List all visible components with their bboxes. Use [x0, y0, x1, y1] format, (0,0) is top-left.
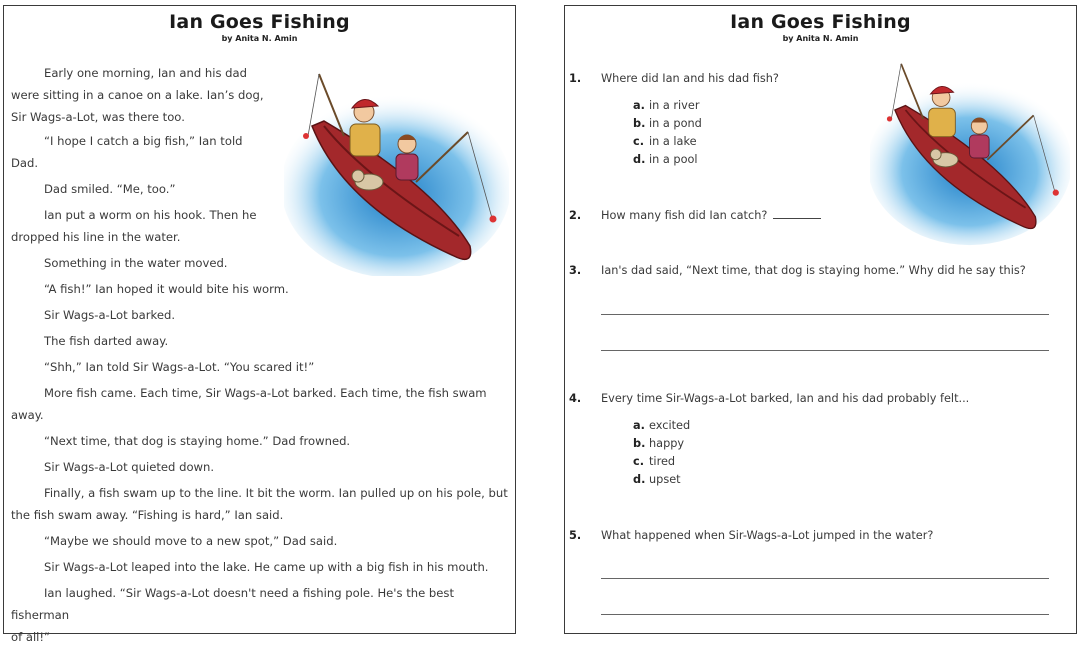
option-text: excited — [649, 419, 691, 432]
story-page — [3, 5, 516, 644]
story-line: Ian put a worm on his hook. Then he — [44, 208, 257, 222]
option-4d — [633, 473, 681, 486]
option-text: upset — [649, 473, 681, 486]
answer-line[interactable] — [601, 314, 1049, 315]
story-line: Early one morning, Ian and his dad — [44, 66, 247, 80]
story-title: Ian Goes Fishing — [169, 11, 350, 33]
question-number: 3. — [569, 264, 582, 277]
story-line: More fish came. Each time, Sir Wags-a-Lot barked. Each time, the fish swam — [44, 386, 487, 400]
answer-line[interactable] — [601, 614, 1049, 615]
option-1b — [633, 117, 702, 130]
answer-blank[interactable] — [773, 217, 821, 219]
option-text: in a river — [649, 99, 700, 112]
story-line: Sir Wags-a-Lot barked. — [44, 308, 176, 322]
story-line: Finally, a fish swam up to the line. It bit the worm. Ian pulled up on his pole, but — [44, 486, 508, 500]
story-line: “Maybe we should move to a new spot,” Dad said. — [44, 534, 338, 548]
option-1c — [633, 135, 697, 148]
question-text: How many fish did Ian catch? — [601, 209, 768, 222]
story-line: “Next time, that dog is staying home.” Dad frowned. — [44, 434, 351, 448]
option-letter: b. — [633, 117, 646, 130]
question-text: Where did Ian and his dad fish? — [601, 72, 779, 85]
answer-line[interactable] — [601, 350, 1049, 351]
option-text: tired — [649, 455, 676, 468]
story-line: Dad. — [11, 156, 39, 170]
story-line: The fish darted away. — [44, 334, 169, 348]
option-4a — [633, 419, 690, 432]
story-line: Sir Wags-a-Lot leaped into the lake. He came up with a big fish in his mouth. — [44, 560, 489, 574]
option-text: happy — [649, 437, 685, 450]
story-line: away. — [11, 408, 44, 422]
story-line: “I hope I catch a big fish,” Ian told — [44, 134, 243, 148]
option-letter: d. — [633, 153, 646, 166]
story-line: Sir Wags-a-Lot quieted down. — [44, 460, 215, 474]
question-number: 4. — [569, 392, 582, 405]
option-letter: b. — [633, 437, 646, 450]
story-line: Dad smiled. “Me, too.” — [44, 182, 176, 196]
canoe-illustration — [870, 50, 1070, 250]
option-text: in a pond — [649, 117, 702, 130]
story-line: Sir Wags-a-Lot, was there too. — [11, 110, 185, 124]
option-letter: a. — [633, 419, 645, 432]
story-line: the fish swam away. “Fishing is hard,” Ian said. — [11, 508, 284, 522]
question-number: 1. — [569, 72, 582, 85]
story-text — [11, 62, 511, 648]
question-text-wrap — [601, 209, 821, 222]
option-letter: c. — [633, 135, 644, 148]
option-1d — [633, 153, 698, 166]
story-line: Something in the water moved. — [44, 256, 228, 270]
question-text: What happened when Sir-Wags-a-Lot jumped in the water? — [601, 529, 934, 542]
story-line: Ian laughed. “Sir Wags-a-Lot doesn't need a fishing pole. He's the best fisherman — [11, 586, 454, 622]
option-letter: d. — [633, 473, 646, 486]
answer-line[interactable] — [601, 578, 1049, 579]
story-line: dropped his line in the water. — [11, 230, 181, 244]
option-1a — [633, 99, 699, 112]
option-4c — [633, 455, 675, 468]
story-line: “A fish!” Ian hoped it would bite his worm. — [44, 282, 289, 296]
story-line: of all!” — [11, 630, 51, 644]
questions-page — [564, 5, 1077, 634]
questions-byline: by Anita N. Amin — [782, 34, 859, 43]
option-text: in a pool — [649, 153, 698, 166]
option-letter: a. — [633, 99, 645, 112]
story-byline: by Anita N. Amin — [221, 34, 298, 43]
questions-title: Ian Goes Fishing — [730, 11, 911, 33]
question-number: 2. — [569, 209, 582, 222]
question-text: Ian's dad said, “Next time, that dog is staying home.” Why did he say this? — [601, 264, 1026, 277]
story-line: “Shh,” Ian told Sir Wags-a-Lot. “You scared it!” — [44, 360, 315, 374]
option-text: in a lake — [649, 135, 697, 148]
question-number: 5. — [569, 529, 582, 542]
question-text: Every time Sir-Wags-a-Lot barked, Ian and his dad probably felt... — [601, 392, 970, 405]
option-4b — [633, 437, 684, 450]
option-letter: c. — [633, 455, 644, 468]
story-line: were sitting in a canoe on a lake. Ian’s dog, — [11, 88, 264, 102]
